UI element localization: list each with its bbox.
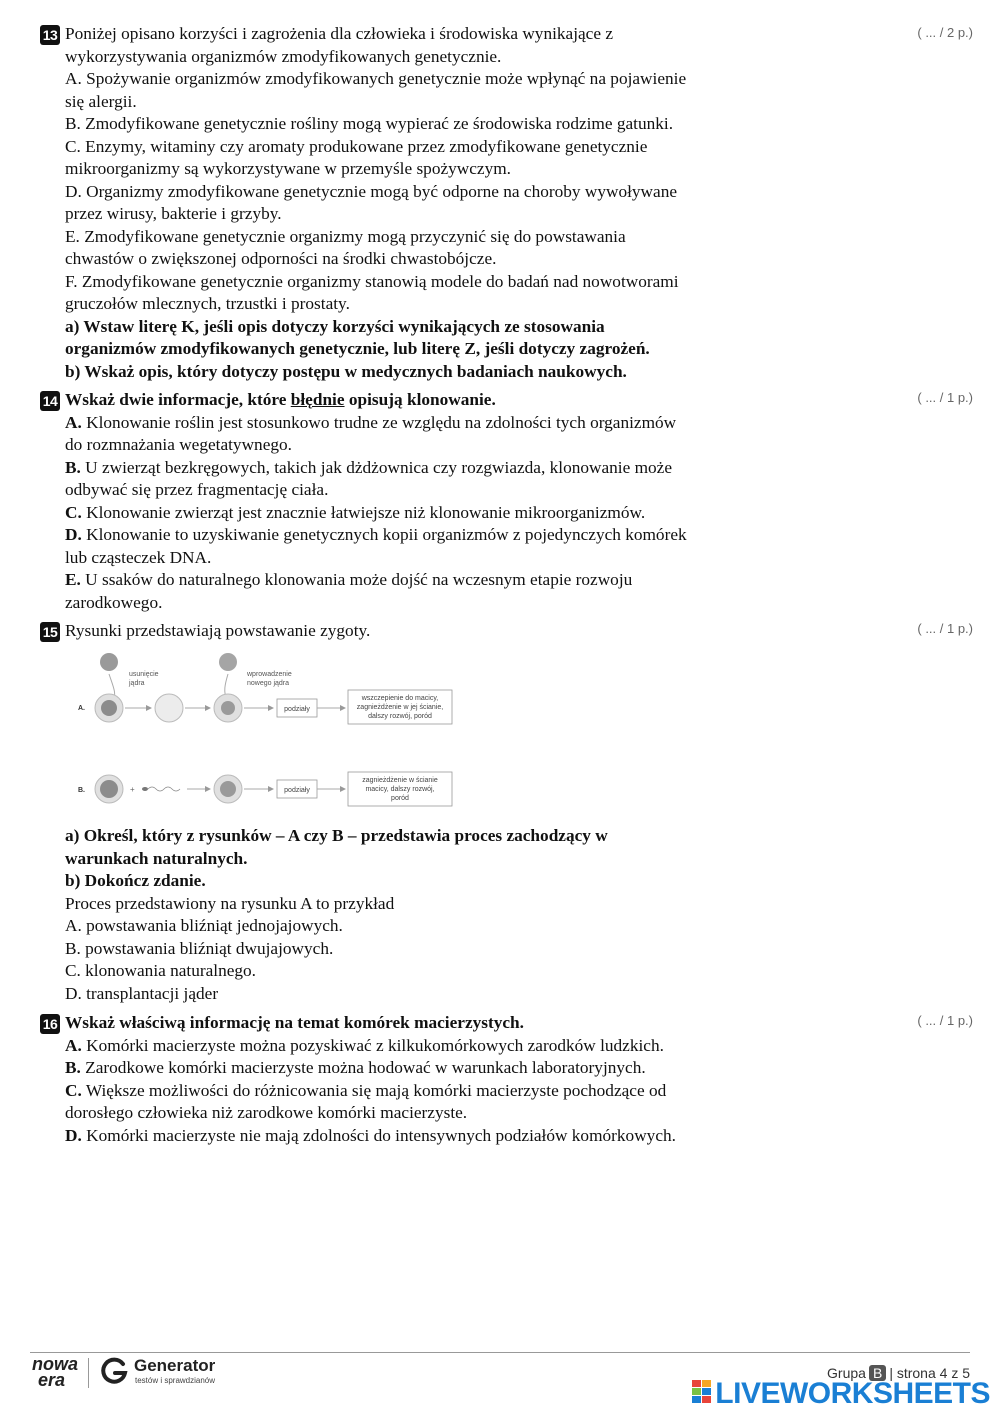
option-text: U zwierząt bezkręgowych, takich jak dżdżownica czy rozgwiazda, klonowanie może	[80, 457, 672, 477]
title-underlined: błędnie	[290, 390, 345, 409]
new-nucleus	[219, 653, 237, 671]
svg-text:dalszy rozwój, poród: dalszy rozwój, poród	[368, 713, 432, 720]
task-line: b) Wskaż opis, który dotyczy postępu w medycznych badaniach naukowych.	[65, 361, 627, 381]
option-letter: B.	[65, 457, 81, 477]
option-b-cont: odbywać się przez fragmentację ciała.	[65, 480, 329, 499]
question-15-tasks	[40, 825, 940, 1005]
question-number: 13	[40, 25, 60, 45]
page-number: | strona 4 z 5	[889, 1365, 970, 1381]
points-q14: ( ... / 1 p.)	[917, 390, 973, 405]
option-letter: D.	[65, 1125, 82, 1145]
zygote-diagram	[65, 650, 465, 815]
label-insert-2: nowego jądra	[247, 680, 290, 687]
svg-text:zagnieżdżenie w ścianie: zagnieżdżenie w ścianie	[362, 777, 438, 784]
option-a-cont: do rozmnażania wegetatywnego.	[65, 435, 292, 454]
question-body	[65, 620, 765, 643]
option-text: Zarodkowe komórki macierzyste można hodować w warunkach laboratoryjnych.	[80, 1058, 646, 1077]
question-body	[65, 825, 765, 1005]
group-badge: B	[869, 1365, 886, 1381]
row-b-label: B.	[78, 787, 85, 794]
option-letter: C.	[65, 1080, 82, 1100]
svg-text:podziały: podziały	[284, 706, 310, 713]
question-16	[40, 1012, 940, 1147]
text-line: F. Zmodyfikowane genetycznie organizmy stanowią modele do badań nad nowotworami	[65, 271, 679, 291]
logo-line-1: nowa	[32, 1354, 79, 1374]
text-line: A. Spożywanie organizmów zmodyfikowanych genetycznie może wpłynąć na pojawienie	[65, 69, 687, 88]
question-13	[40, 23, 940, 383]
enucleated-egg	[155, 694, 183, 722]
text-line: Poniżej opisano korzyści i zagrożenia dla człowieka i środowiska wynikające z	[65, 24, 614, 43]
sperm-head	[142, 787, 148, 791]
option-a	[65, 1035, 765, 1058]
generator-title: Generator	[134, 1356, 216, 1375]
question-number: 16	[40, 1014, 60, 1034]
option-e-cont: zarodkowego.	[65, 592, 163, 612]
sperm-tail	[148, 787, 180, 791]
footer-rule	[30, 1352, 970, 1353]
text-line: gruczołów mlecznych, trzustki i prostaty.	[65, 294, 350, 313]
svg-text:macicy, dalszy rozwój,: macicy, dalszy rozwój,	[365, 786, 435, 793]
option-letter: D.	[65, 525, 82, 544]
option-letter: A.	[65, 1035, 82, 1055]
task-line: organizmów zmodyfikowanych genetycznie, lub literę Z, jeśli dotyczy zagrożeń.	[65, 339, 650, 358]
liveworksheets-logo-icon	[692, 1380, 712, 1404]
text-line: przez wirusy, bakterie i grzyby.	[65, 204, 282, 223]
option-text: Komórki macierzyste nie mają zdolności do intensywnych podziałów komórkowych.	[81, 1125, 676, 1145]
option-e	[65, 569, 765, 592]
text-line: chwastów o zwiększonej odporności na środki chwastobójcze.	[65, 249, 497, 268]
task-line: a) Wstaw literę K, jeśli opis dotyczy korzyści wynikających ze stosowania	[65, 316, 605, 336]
option-text: Większe możliwości do różnicowania się mają komórki macierzyste pochodzące od	[81, 1080, 667, 1100]
option-d	[65, 524, 765, 547]
question-body	[65, 389, 765, 614]
svg-text:wszczepienie do macicy,: wszczepienie do macicy,	[361, 695, 439, 702]
points-q13: ( ... / 2 p.)	[917, 25, 973, 40]
option-letter: B.	[65, 1058, 81, 1077]
task-b-title: b) Dokończ zdanie.	[65, 871, 206, 890]
nowa-era-logo	[32, 1356, 78, 1388]
logo-separator	[88, 1358, 89, 1388]
question-intro: Rysunki przedstawiają powstawanie zygoty.	[65, 621, 371, 640]
label-insert-1: wprowadzenie	[247, 671, 292, 678]
liveworksheets-watermark: LIVEWORKSHEETS	[715, 1377, 990, 1410]
egg-nucleus-a	[101, 700, 117, 716]
task-a: a) Określ, który z rysunków – A czy B – przedstawia proces zachodzący w	[65, 826, 608, 845]
label-remove-2: jądra	[129, 680, 145, 687]
text-line: B. Zmodyfikowane genetycznie rośliny mogą wypierać ze środowiska rodzime gatunki.	[65, 114, 674, 133]
logo-line-2: era	[38, 1370, 66, 1390]
svg-text:podziały: podziały	[284, 787, 310, 794]
option-text: Klonowanie roślin jest stosunkowo trudne ze względu na zdolności tych organizmów	[81, 412, 677, 432]
generator-logo-icon	[99, 1356, 129, 1386]
option-c-cont: dorosłego człowieka niż zarodkowe komórki macierzyste.	[65, 1103, 468, 1122]
option-c: C. klonowania naturalnego.	[65, 961, 257, 980]
option-b: B. powstawania bliźniąt dwujajowych.	[65, 938, 334, 958]
title-part: opisują klonowanie.	[344, 390, 496, 409]
text-line: wykorzystywania organizmów zmodyfikowanych genetycznie.	[65, 46, 502, 66]
option-c	[65, 1080, 765, 1103]
text-line: C. Enzymy, witaminy czy aromaty produkowane przez zmodyfikowane genetycznie	[65, 136, 648, 156]
title-part: Wskaż dwie informacje, które	[65, 390, 291, 409]
option-letter: A.	[65, 412, 82, 432]
text-line: mikroorganizmy są wykorzystywane w przemyśle spożywczym.	[65, 159, 511, 178]
option-d	[65, 1125, 765, 1148]
option-text: Komórki macierzyste można pozyskiwać z kilkukomórkowych zarodków ludzkich.	[81, 1035, 664, 1055]
option-c	[65, 502, 765, 525]
task-a-cont: warunkach naturalnych.	[65, 848, 248, 868]
sentence: Proces przedstawiony na rysunku A to przykład	[65, 893, 395, 913]
text-line: się alergii.	[65, 91, 137, 111]
removed-nucleus	[100, 653, 118, 671]
svg-text:+: +	[130, 785, 135, 794]
option-a: A. powstawania bliźniąt jednojajowych.	[65, 916, 343, 935]
option-text: Klonowanie to uzyskiwanie genetycznych kopii organizmów z pojedynczych komórek	[81, 525, 687, 544]
text-line: D. Organizmy zmodyfikowane genetycznie mogą być odporne na choroby wywoływane	[65, 181, 678, 201]
question-number: 14	[40, 391, 60, 411]
question-14	[40, 389, 940, 614]
question-title	[65, 389, 765, 412]
option-a	[65, 412, 765, 435]
option-text: Klonowanie zwierząt jest znacznie łatwiejsze niż klonowanie mikroorganizmów.	[81, 502, 646, 522]
option-d-cont: lub cząsteczek DNA.	[65, 547, 212, 567]
group-label: Grupa	[827, 1365, 866, 1381]
question-body	[65, 23, 765, 383]
label-remove-1: usunięcie	[129, 671, 159, 678]
points-q15: ( ... / 1 p.)	[917, 621, 973, 636]
question-15	[40, 620, 940, 643]
option-b	[65, 1057, 765, 1080]
option-text: U ssaków do naturalnego klonowania może dojść na wczesnym etapie rozwoju	[80, 570, 633, 589]
option-letter: E.	[65, 570, 81, 589]
row-a-label: A.	[78, 705, 85, 712]
question-number: 15	[40, 622, 60, 642]
option-d: D. transplantacji jąder	[65, 983, 219, 1003]
question-body	[65, 1012, 765, 1147]
text-line: E. Zmodyfikowane genetycznie organizmy mogą przyczynić się do powstawania	[65, 226, 626, 246]
generator-subtitle: testów i sprawdzianów	[135, 1376, 216, 1385]
question-title: Wskaż właściwą informację na temat komórek macierzystych.	[65, 1013, 524, 1032]
svg-text:zagnieżdżenie w jej ścianie,: zagnieżdżenie w jej ścianie,	[356, 704, 444, 711]
points-q16: ( ... / 1 p.)	[917, 1013, 973, 1028]
option-b	[65, 457, 765, 480]
svg-text:poród: poród	[391, 795, 409, 802]
option-letter: C.	[65, 502, 82, 522]
